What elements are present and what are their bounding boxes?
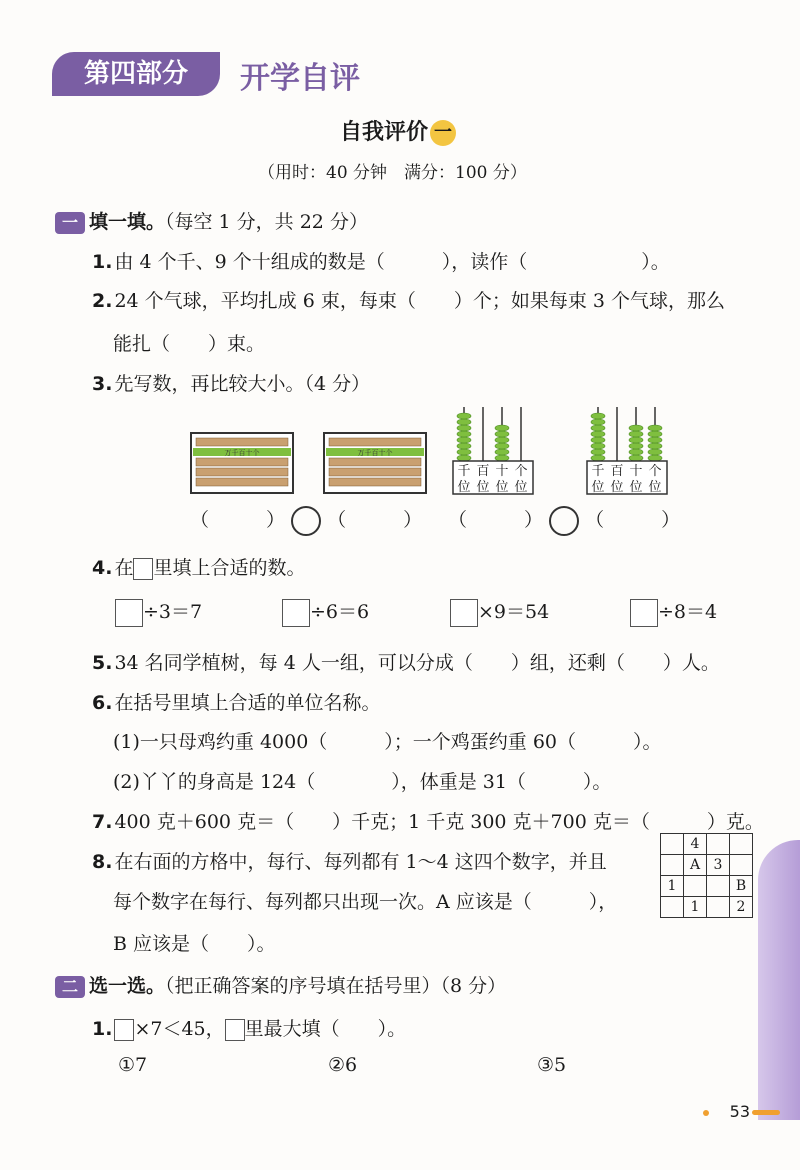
question-number: 1. [92, 251, 113, 273]
grid-cell: 4 [684, 834, 707, 855]
page-bar-icon [752, 1110, 780, 1115]
col-label: 十 [495, 464, 509, 479]
question-text: 24 个气球，平均扎成 6 束，每束（ ）个；如果每束 3 个气球，那么 [114, 290, 726, 312]
exam-meta: （用时：40 分钟 满分：100 分） [258, 163, 527, 183]
question-4 [92, 553, 305, 580]
answer-blank[interactable]: （ ） [448, 509, 544, 531]
page-number: 53 [729, 1102, 750, 1121]
question-8 [92, 847, 607, 874]
inline-box-icon [133, 558, 153, 580]
question-number: 8. [92, 851, 113, 873]
abacus-label: 万千百十个 [357, 449, 393, 457]
col-label: 位 [591, 480, 605, 495]
question-6-part-2: (2)丫丫的身高是 124（ ），体重是 31（ ）。 [113, 771, 612, 793]
abacus-label: 万千百十个 [224, 449, 260, 457]
part-banner: 第四部分 [52, 52, 220, 96]
section-1-tag: 一 [55, 212, 85, 234]
grid-cell [730, 855, 753, 876]
equation-text: ÷8＝4 [658, 601, 718, 623]
grid-cell: 3 [707, 855, 730, 876]
question-text: 里填上合适的数。 [153, 557, 306, 579]
grid-cell [661, 834, 684, 855]
answer-blank[interactable]: （ ） [585, 509, 681, 531]
inline-box-icon [114, 1019, 134, 1041]
question-6 [92, 688, 380, 715]
eval-badge: 一 [430, 120, 456, 146]
sudoku-grid [660, 833, 753, 918]
section-1-title: 填一填。 [89, 211, 166, 233]
col-label: 位 [648, 480, 662, 495]
question-number: 3. [92, 373, 113, 395]
answer-blank[interactable]: （ ） [327, 509, 423, 531]
col-label: 位 [629, 480, 643, 495]
section-2-heading [55, 971, 506, 998]
eval-title-text: 自我评价 [340, 120, 429, 145]
question-7 [92, 807, 764, 834]
section-2-note: （把正确答案的序号填在括号里）（8 分） [165, 975, 507, 997]
page-dot-icon [703, 1110, 709, 1116]
grid-cell [684, 876, 707, 897]
grid-cell: A [684, 855, 707, 876]
section-1-note: （每空 1 分，共 22 分） [165, 211, 368, 233]
grid-cell [707, 897, 730, 918]
answer-box[interactable] [450, 599, 478, 627]
answer-blank[interactable]: （ ） [190, 509, 286, 531]
equation-text: ×9＝54 [478, 601, 550, 623]
answer-box[interactable] [282, 599, 310, 627]
equation-3 [450, 597, 549, 627]
col-label: 位 [476, 480, 490, 495]
question-text: 先写数，再比较大小。（4 分） [114, 373, 371, 395]
grid-cell: 1 [661, 876, 684, 897]
equation-1 [115, 597, 202, 627]
compare-circle[interactable] [291, 506, 321, 536]
counting-frame-2 [586, 405, 668, 495]
question-number: 2. [92, 290, 113, 312]
question-text: 34 名同学植树，每 4 人一组，可以分成（ ）组，还剩（ ）人。 [114, 652, 720, 674]
question-number: 5. [92, 652, 113, 674]
col-label: 千 [591, 464, 605, 479]
equation-4 [630, 597, 717, 627]
question-2-line-2: 能扎（ ）束。 [113, 333, 266, 355]
equation-text: ÷6＝6 [310, 601, 370, 623]
col-label: 位 [514, 480, 528, 495]
side-decoration [758, 840, 800, 1120]
grid-cell: B [730, 876, 753, 897]
equation-text: ÷3＝7 [143, 601, 203, 623]
question-text: 在括号里填上合适的单位名称。 [114, 692, 381, 714]
grid-cell [707, 834, 730, 855]
question-5 [92, 648, 720, 675]
question-number: 6. [92, 692, 113, 714]
compare-row-2 [448, 505, 680, 536]
question-number: 1. [92, 1018, 113, 1040]
question-number: 4. [92, 557, 113, 579]
question-text: 在 [114, 557, 134, 579]
inline-box-icon [225, 1019, 245, 1041]
question-3 [92, 369, 370, 396]
grid-cell [661, 855, 684, 876]
grid-cell: 2 [730, 897, 753, 918]
section-2-tag: 二 [55, 976, 85, 998]
eval-title [340, 115, 456, 146]
col-label: 位 [495, 480, 509, 495]
question-text: 由 4 个千、9 个十组成的数是（ ），读作（ ）。 [114, 251, 670, 273]
col-label: 百 [476, 464, 490, 479]
col-label: 位 [610, 480, 624, 495]
section-1-heading [55, 207, 368, 234]
col-label: 百 [610, 464, 624, 479]
question-6-part-1: (1)一只母鸡约重 4000（ ）；一个鸡蛋约重 60（ ）。 [113, 731, 662, 753]
question-text: ×7＜45， [134, 1018, 225, 1040]
col-label: 千 [457, 464, 471, 479]
col-label: 个 [514, 464, 528, 479]
answer-box[interactable] [630, 599, 658, 627]
answer-box[interactable] [115, 599, 143, 627]
question-1 [92, 247, 670, 274]
col-label: 位 [457, 480, 471, 495]
grid-cell [661, 897, 684, 918]
col-label: 十 [629, 464, 643, 479]
compare-row-1 [190, 505, 422, 536]
question-8-line-2: 每个数字在每行、每列都只出现一次。A 应该是（ ）， [113, 891, 618, 913]
counting-frame-1 [452, 405, 534, 495]
question-text: 里最大填（ ）。 [244, 1018, 407, 1040]
col-label: 个 [648, 464, 662, 479]
section-2-title: 选一选。 [89, 975, 166, 997]
section-2-question-1 [92, 1014, 406, 1041]
option-3[interactable]: ③5 [537, 1054, 567, 1076]
option-2[interactable]: ②6 [328, 1054, 358, 1076]
question-text: 在右面的方格中，每行、每列都有 1～4 这四个数字，并且 [114, 851, 607, 873]
equation-2 [282, 597, 369, 627]
question-8-line-3: B 应该是（ ）。 [113, 933, 276, 955]
grid-cell: 1 [684, 897, 707, 918]
grid-cell [707, 876, 730, 897]
grid-cell [730, 834, 753, 855]
compare-circle[interactable] [549, 506, 579, 536]
question-2 [92, 286, 725, 313]
question-text: 400 克＋600 克＝（ ）千克；1 千克 300 克＋700 克＝（ ）克。 [114, 811, 764, 833]
abacus-2 [323, 432, 427, 494]
abacus-1 [190, 432, 294, 494]
question-number: 7. [92, 811, 113, 833]
option-1[interactable]: ①7 [118, 1054, 148, 1076]
part-title: 开学自评 [240, 61, 360, 96]
